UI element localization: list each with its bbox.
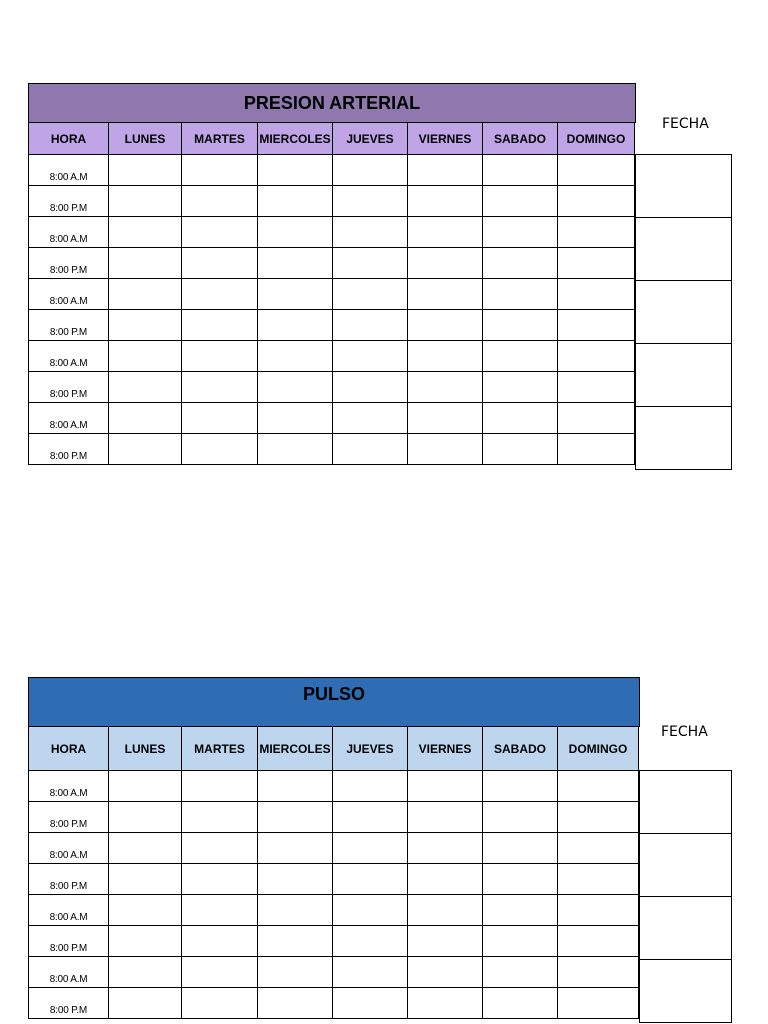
entry-cell-sabado[interactable] xyxy=(482,402,558,434)
entry-cell-sabado[interactable] xyxy=(482,987,558,1019)
entry-cell-lunes[interactable] xyxy=(108,801,182,833)
presion-arterial-grid xyxy=(28,154,635,465)
entry-cell-domingo[interactable] xyxy=(557,894,639,926)
hour-cell: 8:00 A.M xyxy=(28,894,109,926)
pulso-header-row xyxy=(28,726,639,771)
entry-cell-jueves[interactable] xyxy=(332,154,408,186)
entry-cell-martes[interactable] xyxy=(181,247,258,279)
entry-cell-miercoles[interactable] xyxy=(257,154,333,186)
column-header-jueves: JUEVES xyxy=(332,122,408,155)
table-row xyxy=(28,247,635,279)
hour-cell: 8:00 P.M xyxy=(28,863,109,895)
pulso-title: PULSO xyxy=(28,677,640,727)
entry-cell-lunes[interactable] xyxy=(108,371,182,403)
entry-cell-domingo[interactable] xyxy=(557,154,635,186)
entry-cell-viernes[interactable] xyxy=(407,801,483,833)
hour-cell: 8:00 P.M xyxy=(28,185,109,217)
entry-cell-sabado[interactable] xyxy=(482,956,558,988)
entry-cell-miercoles[interactable] xyxy=(257,247,333,279)
column-header-lunes: LUNES xyxy=(108,726,182,771)
entry-cell-lunes[interactable] xyxy=(108,894,182,926)
entry-cell-miercoles[interactable] xyxy=(257,925,333,957)
entry-cell-lunes[interactable] xyxy=(108,863,182,895)
entry-cell-sabado[interactable] xyxy=(482,247,558,279)
table-row xyxy=(28,154,635,186)
entry-cell-sabado[interactable] xyxy=(482,309,558,341)
column-header-viernes: VIERNES xyxy=(407,122,483,155)
entry-cell-jueves[interactable] xyxy=(332,987,408,1019)
entry-cell-jueves[interactable] xyxy=(332,832,408,864)
table-row xyxy=(28,863,639,895)
column-header-viernes: VIERNES xyxy=(407,726,483,771)
entry-cell-jueves[interactable] xyxy=(332,863,408,895)
entry-cell-viernes[interactable] xyxy=(407,832,483,864)
entry-cell-lunes[interactable] xyxy=(108,185,182,217)
entry-cell-martes[interactable] xyxy=(181,185,258,217)
hour-cell: 8:00 P.M xyxy=(28,987,109,1019)
fecha-cell[interactable] xyxy=(635,343,732,407)
entry-cell-domingo[interactable] xyxy=(557,832,639,864)
entry-cell-lunes[interactable] xyxy=(108,832,182,864)
entry-cell-domingo[interactable] xyxy=(557,371,635,403)
table-row xyxy=(28,185,635,217)
column-header-sabado: SABADO xyxy=(482,726,558,771)
entry-cell-miercoles[interactable] xyxy=(257,433,333,465)
entry-cell-sabado[interactable] xyxy=(482,801,558,833)
entry-cell-domingo[interactable] xyxy=(557,987,639,1019)
entry-cell-miercoles[interactable] xyxy=(257,340,333,372)
entry-cell-martes[interactable] xyxy=(181,987,258,1019)
table-row xyxy=(28,340,635,372)
entry-cell-domingo[interactable] xyxy=(557,863,639,895)
entry-cell-sabado[interactable] xyxy=(482,216,558,248)
entry-cell-jueves[interactable] xyxy=(332,770,408,802)
entry-cell-sabado[interactable] xyxy=(482,340,558,372)
entry-cell-lunes[interactable] xyxy=(108,987,182,1019)
entry-cell-martes[interactable] xyxy=(181,770,258,802)
entry-cell-martes[interactable] xyxy=(181,340,258,372)
table-row xyxy=(28,894,639,926)
fecha-cell[interactable] xyxy=(635,406,732,470)
entry-cell-miercoles[interactable] xyxy=(257,863,333,895)
entry-cell-jueves[interactable] xyxy=(332,309,408,341)
entry-cell-sabado[interactable] xyxy=(482,863,558,895)
hour-cell: 8:00 A.M xyxy=(28,278,109,310)
column-header-martes: MARTES xyxy=(181,726,258,771)
hour-cell: 8:00 P.M xyxy=(28,433,109,465)
table-row xyxy=(28,956,639,988)
entry-cell-miercoles[interactable] xyxy=(257,956,333,988)
entry-cell-viernes[interactable] xyxy=(407,278,483,310)
entry-cell-domingo[interactable] xyxy=(557,801,639,833)
hour-cell: 8:00 P.M xyxy=(28,247,109,279)
entry-cell-lunes[interactable] xyxy=(108,247,182,279)
entry-cell-jueves[interactable] xyxy=(332,216,408,248)
entry-cell-martes[interactable] xyxy=(181,433,258,465)
entry-cell-sabado[interactable] xyxy=(482,894,558,926)
entry-cell-miercoles[interactable] xyxy=(257,185,333,217)
entry-cell-sabado[interactable] xyxy=(482,154,558,186)
entry-cell-martes[interactable] xyxy=(181,154,258,186)
entry-cell-domingo[interactable] xyxy=(557,278,635,310)
entry-cell-lunes[interactable] xyxy=(108,925,182,957)
hour-cell: 8:00 A.M xyxy=(28,402,109,434)
pulso-fecha-label: FECHA xyxy=(661,724,708,740)
entry-cell-sabado[interactable] xyxy=(482,925,558,957)
entry-cell-viernes[interactable] xyxy=(407,402,483,434)
presion-arterial-header-row xyxy=(28,122,635,155)
entry-cell-martes[interactable] xyxy=(181,832,258,864)
entry-cell-lunes[interactable] xyxy=(108,309,182,341)
entry-cell-jueves[interactable] xyxy=(332,278,408,310)
entry-cell-miercoles[interactable] xyxy=(257,894,333,926)
entry-cell-miercoles[interactable] xyxy=(257,278,333,310)
entry-cell-domingo[interactable] xyxy=(557,925,639,957)
entry-cell-jueves[interactable] xyxy=(332,371,408,403)
table-row xyxy=(28,433,635,465)
entry-cell-lunes[interactable] xyxy=(108,154,182,186)
entry-cell-miercoles[interactable] xyxy=(257,801,333,833)
entry-cell-viernes[interactable] xyxy=(407,433,483,465)
hour-cell: 8:00 P.M xyxy=(28,309,109,341)
table-row xyxy=(28,925,639,957)
pulso-grid xyxy=(28,770,639,1019)
presion-arterial-fecha-label: FECHA xyxy=(662,116,709,132)
entry-cell-miercoles[interactable] xyxy=(257,770,333,802)
entry-cell-viernes[interactable] xyxy=(407,340,483,372)
hour-cell: 8:00 A.M xyxy=(28,340,109,372)
column-header-lunes: LUNES xyxy=(108,122,182,155)
entry-cell-jueves[interactable] xyxy=(332,185,408,217)
entry-cell-sabado[interactable] xyxy=(482,832,558,864)
entry-cell-viernes[interactable] xyxy=(407,863,483,895)
hour-cell: 8:00 A.M xyxy=(28,770,109,802)
entry-cell-domingo[interactable] xyxy=(557,770,639,802)
entry-cell-viernes[interactable] xyxy=(407,987,483,1019)
entry-cell-sabado[interactable] xyxy=(482,433,558,465)
fecha-cell[interactable] xyxy=(639,896,732,960)
table-row xyxy=(28,832,639,864)
table-row xyxy=(28,770,639,802)
entry-cell-martes[interactable] xyxy=(181,216,258,248)
entry-cell-viernes[interactable] xyxy=(407,371,483,403)
entry-cell-lunes[interactable] xyxy=(108,278,182,310)
entry-cell-viernes[interactable] xyxy=(407,309,483,341)
entry-cell-viernes[interactable] xyxy=(407,247,483,279)
entry-cell-martes[interactable] xyxy=(181,278,258,310)
entry-cell-jueves[interactable] xyxy=(332,925,408,957)
hour-cell: 8:00 A.M xyxy=(28,956,109,988)
hour-cell: 8:00 A.M xyxy=(28,832,109,864)
column-header-jueves: JUEVES xyxy=(332,726,408,771)
entry-cell-miercoles[interactable] xyxy=(257,402,333,434)
column-header-hora: HORA xyxy=(28,122,109,155)
entry-cell-martes[interactable] xyxy=(181,925,258,957)
entry-cell-sabado[interactable] xyxy=(482,770,558,802)
entry-cell-martes[interactable] xyxy=(181,863,258,895)
entry-cell-jueves[interactable] xyxy=(332,402,408,434)
hour-cell: 8:00 P.M xyxy=(28,371,109,403)
entry-cell-miercoles[interactable] xyxy=(257,987,333,1019)
entry-cell-jueves[interactable] xyxy=(332,956,408,988)
entry-cell-martes[interactable] xyxy=(181,956,258,988)
column-header-domingo: DOMINGO xyxy=(557,726,639,771)
entry-cell-jueves[interactable] xyxy=(332,340,408,372)
entry-cell-lunes[interactable] xyxy=(108,433,182,465)
column-header-hora: HORA xyxy=(28,726,109,771)
entry-cell-jueves[interactable] xyxy=(332,894,408,926)
table-row xyxy=(28,987,639,1019)
entry-cell-viernes[interactable] xyxy=(407,770,483,802)
entry-cell-lunes[interactable] xyxy=(108,956,182,988)
table-row xyxy=(28,278,635,310)
entry-cell-domingo[interactable] xyxy=(557,247,635,279)
entry-cell-domingo[interactable] xyxy=(557,185,635,217)
entry-cell-miercoles[interactable] xyxy=(257,309,333,341)
table-row xyxy=(28,216,635,248)
table-row xyxy=(28,402,635,434)
column-header-sabado: SABADO xyxy=(482,122,558,155)
entry-cell-sabado[interactable] xyxy=(482,371,558,403)
entry-cell-viernes[interactable] xyxy=(407,154,483,186)
entry-cell-miercoles[interactable] xyxy=(257,832,333,864)
fecha-cell[interactable] xyxy=(635,217,732,281)
entry-cell-viernes[interactable] xyxy=(407,185,483,217)
entry-cell-martes[interactable] xyxy=(181,894,258,926)
entry-cell-lunes[interactable] xyxy=(108,770,182,802)
column-header-domingo: DOMINGO xyxy=(557,122,635,155)
entry-cell-martes[interactable] xyxy=(181,371,258,403)
entry-cell-jueves[interactable] xyxy=(332,801,408,833)
presion-arterial-title: PRESION ARTERIAL xyxy=(28,83,636,123)
entry-cell-domingo[interactable] xyxy=(557,309,635,341)
entry-cell-martes[interactable] xyxy=(181,309,258,341)
entry-cell-domingo[interactable] xyxy=(557,433,635,465)
entry-cell-domingo[interactable] xyxy=(557,216,635,248)
entry-cell-viernes[interactable] xyxy=(407,956,483,988)
column-header-miercoles: MIERCOLES xyxy=(257,122,333,155)
entry-cell-lunes[interactable] xyxy=(108,340,182,372)
fecha-cell[interactable] xyxy=(635,280,732,344)
fecha-cell[interactable] xyxy=(635,154,732,218)
entry-cell-domingo[interactable] xyxy=(557,956,639,988)
hour-cell: 8:00 A.M xyxy=(28,216,109,248)
entry-cell-sabado[interactable] xyxy=(482,185,558,217)
entry-cell-martes[interactable] xyxy=(181,801,258,833)
entry-cell-sabado[interactable] xyxy=(482,278,558,310)
entry-cell-viernes[interactable] xyxy=(407,894,483,926)
entry-cell-viernes[interactable] xyxy=(407,925,483,957)
table-row xyxy=(28,309,635,341)
entry-cell-jueves[interactable] xyxy=(332,247,408,279)
hour-cell: 8:00 A.M xyxy=(28,154,109,186)
presion-arterial-fecha-column xyxy=(635,154,732,470)
column-header-miercoles: MIERCOLES xyxy=(257,726,333,771)
entry-cell-jueves[interactable] xyxy=(332,433,408,465)
entry-cell-miercoles[interactable] xyxy=(257,371,333,403)
column-header-martes: MARTES xyxy=(181,122,258,155)
table-row xyxy=(28,371,635,403)
table-row xyxy=(28,801,639,833)
fecha-cell[interactable] xyxy=(639,770,732,834)
entry-cell-miercoles[interactable] xyxy=(257,216,333,248)
entry-cell-lunes[interactable] xyxy=(108,216,182,248)
pulso-fecha-column xyxy=(639,770,732,1023)
entry-cell-domingo[interactable] xyxy=(557,340,635,372)
hour-cell: 8:00 P.M xyxy=(28,801,109,833)
fecha-cell[interactable] xyxy=(639,959,732,1023)
fecha-cell[interactable] xyxy=(639,833,732,897)
entry-cell-domingo[interactable] xyxy=(557,402,635,434)
entry-cell-lunes[interactable] xyxy=(108,402,182,434)
entry-cell-viernes[interactable] xyxy=(407,216,483,248)
hour-cell: 8:00 P.M xyxy=(28,925,109,957)
entry-cell-martes[interactable] xyxy=(181,402,258,434)
